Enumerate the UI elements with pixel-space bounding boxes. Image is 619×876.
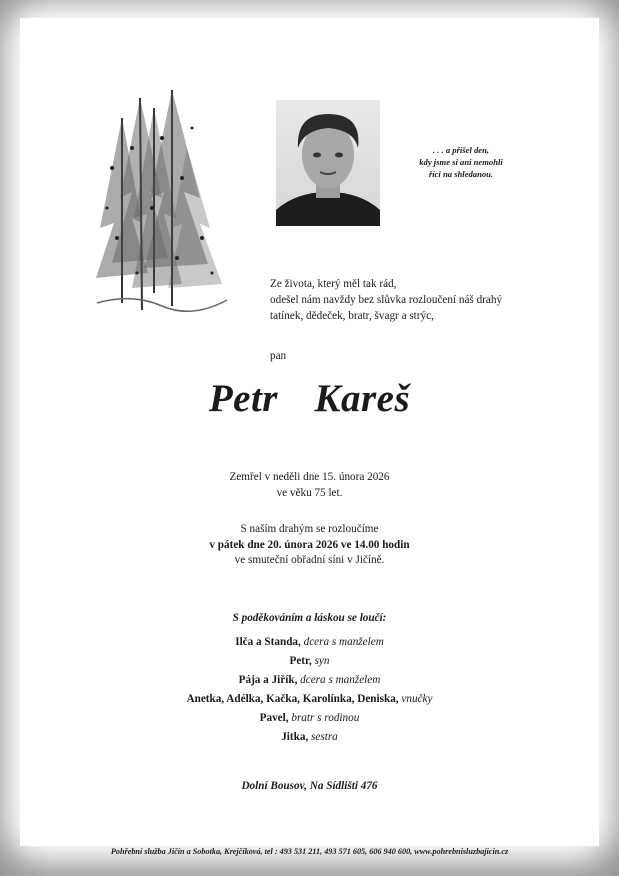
- mourner-names: Jitka,: [281, 731, 309, 743]
- family-address: Dolní Bousov, Na Sídlišti 476: [241, 780, 378, 792]
- mourner-row: [0, 633, 619, 652]
- intro-line: odešel nám navždy bez slůvka rozloučení náš drahý: [270, 294, 503, 306]
- mourner-names: Ilča a Standa,: [235, 636, 301, 648]
- mourner-relation: sestra: [311, 731, 338, 743]
- mourners-heading: S poděkováním a láskou se loučí:: [232, 612, 387, 624]
- quote-line: . . . a přišel den,: [432, 145, 490, 155]
- intro-line: tatínek, dědeček, bratr, švagr a strýc,: [270, 310, 434, 322]
- farewell-line: S naším drahým se rozloučíme: [240, 523, 379, 535]
- funeral-info: [0, 522, 619, 569]
- mourner-relation: dcera s manželem: [300, 674, 381, 686]
- mourner-relation: syn: [314, 655, 330, 667]
- mourner-names: Pavel,: [259, 712, 289, 724]
- quote-line: říci na shledanou.: [428, 169, 494, 179]
- mourner-names: Pája a Jiřík,: [238, 674, 298, 686]
- mourner-row: [0, 671, 619, 690]
- pine-trees-icon: [92, 88, 232, 320]
- portrait-photo: [276, 100, 380, 226]
- honorific: pan: [270, 350, 287, 362]
- mourner-row: [0, 690, 619, 709]
- mourners-list: [0, 633, 619, 747]
- quote: [400, 144, 522, 180]
- death-date: Zemřel v neděli dne 15. února 2026: [229, 471, 390, 483]
- funeral-datetime: v pátek dne 20. února 2026 ve 14.00 hodin: [209, 538, 410, 551]
- mourner-names: Anetka, Adélka, Kačka, Karolínka, Deniska,: [186, 693, 399, 705]
- death-info: [0, 470, 619, 501]
- mourner-row: [0, 652, 619, 671]
- mourner-relation: vnučky: [401, 693, 433, 705]
- quote-line: kdy jsme si ani nemohli: [419, 157, 503, 167]
- funeral-venue: ve smuteční obřadní síni v Jičíně.: [234, 554, 385, 566]
- age: ve věku 75 let.: [276, 486, 343, 499]
- intro-text: [270, 276, 570, 324]
- intro-line: Ze života, který měl tak rád,: [270, 278, 397, 290]
- mourner-row: [0, 728, 619, 747]
- mourner-relation: dcera s manželem: [303, 636, 384, 648]
- funeral-service-footer: Pohřební služba Jičín a Sobotka, Krejčíková, tel : 493 531 211, 493 571 605, 606 940 600, www.pohrebnisluzbajicin.cz: [110, 847, 509, 856]
- mourner-row: [0, 709, 619, 728]
- deceased-name: Petr Kareš: [208, 377, 411, 420]
- mourner-names: Petr,: [289, 655, 312, 667]
- mourner-relation: bratr s rodinou: [291, 712, 360, 724]
